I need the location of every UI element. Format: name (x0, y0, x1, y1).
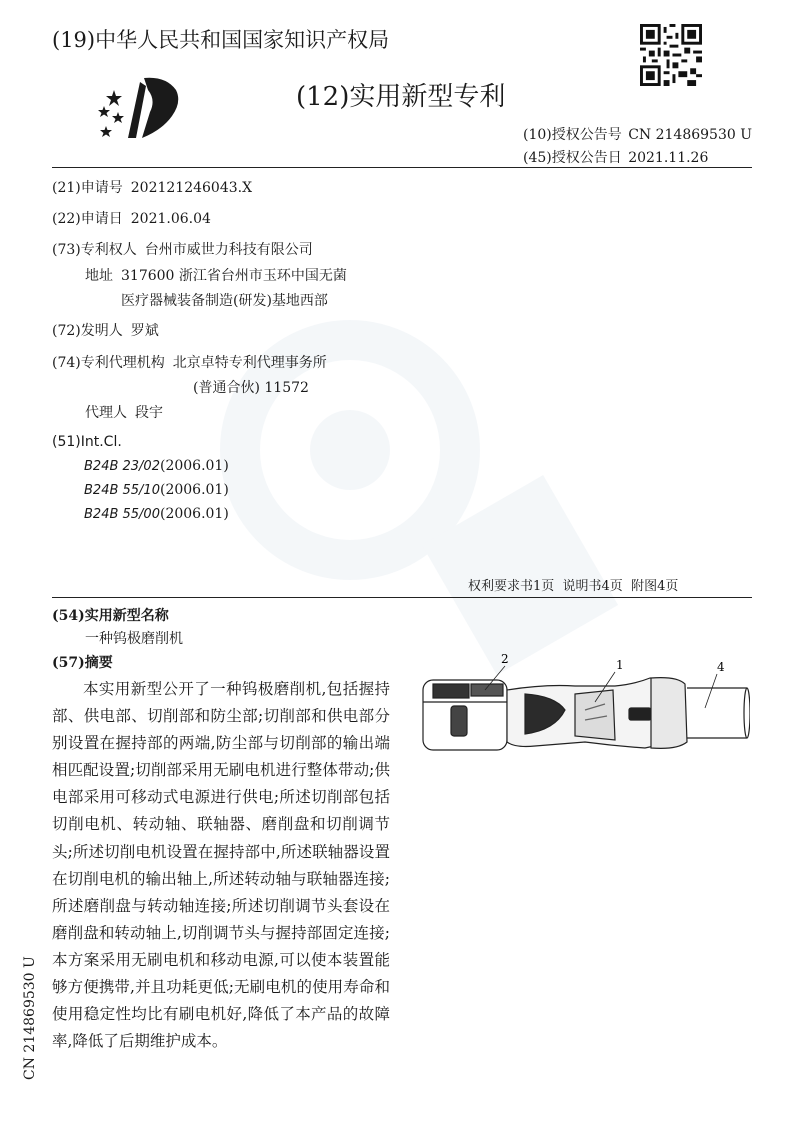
header-divider (52, 167, 752, 168)
application-number: 202121246043.X (130, 180, 253, 196)
title-label: (54)实用新型名称 (52, 608, 169, 624)
publication-date-label: (45)授权公告日 (523, 150, 622, 166)
ipc-code: B24B 23/02 (84, 459, 160, 474)
side-publication-number: CN 214869530 U (22, 956, 38, 1080)
abstract-label: (57)摘要 (52, 655, 113, 671)
inventor: 罗斌 (130, 323, 159, 339)
agency-label: (74)专利代理机构 (52, 355, 165, 371)
grinder-drawing (415, 650, 750, 765)
application-number-label: (21)申请号 (52, 180, 123, 196)
publication-number: CN 214869530 U (628, 127, 753, 143)
address-label: 地址 (85, 268, 113, 284)
application-date: 2021.06.04 (130, 211, 211, 227)
cnipa-emblem-logo (92, 72, 188, 142)
inventor-label: (72)发明人 (52, 323, 123, 339)
address-line-2: 医疗器械装备制造(研发)基地西部 (121, 293, 328, 309)
agent-label: 代理人 (85, 405, 127, 421)
agency-line-2: (普通合伙) 11572 (193, 380, 309, 396)
patentee-row (52, 239, 313, 259)
ipc-year: (2006.01) (159, 458, 229, 474)
patentee-label: (73)专利权人 (52, 242, 137, 258)
agency-row (52, 352, 327, 372)
ipc-code: B24B 55/00 (84, 507, 160, 522)
ipc-row (84, 458, 229, 474)
patentee: 台州市威世力科技有限公司 (144, 242, 313, 258)
inventor-row (52, 320, 159, 340)
application-date-label: (22)申请日 (52, 211, 123, 227)
ipc-row (84, 482, 229, 498)
publication-date: 2021.11.26 (628, 150, 709, 166)
address-line-1: 317600 浙江省台州市玉环中国无菌 (121, 268, 347, 284)
ipc-year: (2006.01) (159, 482, 229, 498)
page-counts: 权利要求书1页 说明书4页 附图4页 (468, 579, 679, 594)
figure-label-2: 2 (501, 652, 509, 666)
application-number-row (52, 177, 252, 197)
abstract-text: 本实用新型公开了一种钨极磨削机,包括握持部、供电部、切削部和防尘部;切削部和供电部分别设置在握持部的两端,防尘部与切削部的输出端相匹配设置;切削部采用无刷电机进行整体带动;供电部采用可移动式电源进行供电;所述切削部包括切削电机、转动轴、联轴器、磨削盘和切削调节头;所述切削电机设置在握持部中,所述联轴器设置在切削电机的输出轴上,所述转动轴与联轴器连接;所述磨削盘与转动轴连接;所述切削调节头套设在磨削盘和转动轴上,切削调节头与握持部固定连接;本方案采用无刷电机和移动电源,可以使本装置能够方便携带,并且功耗更低;无刷电机的使用寿命和使用稳定性均比有刷电机好,降低了本产品的故障率,降低了后期维护成本。 (52, 680, 390, 1051)
ipc-code: B24B 55/10 (84, 483, 160, 498)
agent: 段宇 (135, 405, 163, 421)
address-row (85, 265, 347, 285)
publication-number-line (523, 124, 752, 144)
utility-model-title: 一种钨极磨削机 (85, 631, 183, 647)
int-cl-label: (51)Int.Cl. (52, 434, 122, 450)
publication-date-line (523, 147, 708, 167)
section-divider (52, 597, 752, 598)
publication-number-label: (10)授权公告号 (523, 127, 622, 143)
ipc-row (84, 506, 229, 522)
ipc-year: (2006.01) (159, 506, 229, 522)
figure-label-4: 4 (717, 660, 725, 674)
agent-row (85, 402, 163, 422)
figure-label-1: 1 (616, 658, 624, 672)
qr-code-icon[interactable] (640, 24, 702, 86)
office-name: (19)中华人民共和国国家知识产权局 (52, 28, 390, 52)
document-type-title: (12)实用新型专利 (296, 82, 506, 112)
agency-line-1: 北京卓特专利代理事务所 (172, 355, 327, 371)
application-date-row (52, 208, 211, 228)
